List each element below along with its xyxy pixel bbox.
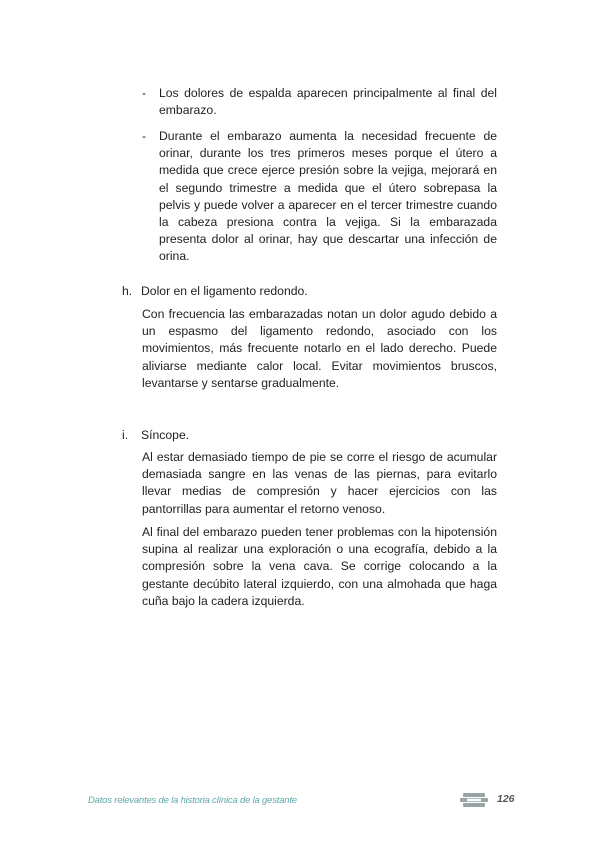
paragraph: Al final del embarazo pueden tener problemas con la hipotensión supina al realizar una exploración o una ecografía, debido a la compresión sobre la vena cava. Se corrige colocando a la gestante decúbito lateral izquierdo, con una almohada que haga cuña bajo la cadera izquierda. bbox=[142, 525, 497, 608]
footer-title: Datos relevantes de la historia clínica de la gestante bbox=[88, 795, 297, 806]
section-letter: i. bbox=[122, 428, 129, 442]
page-number: 126 bbox=[497, 793, 515, 805]
paragraph: Con frecuencia las embarazadas notan un dolor agudo debido a un espasmo del ligamento redondo, asociado con los movimientos, más frecuente notarlo en el lado derecho. Puede aliviarse mediante calor local. Evitar movimientos bruscos, levantarse y sentarse gradualmente. bbox=[142, 307, 497, 390]
section-heading-i bbox=[122, 427, 189, 444]
paragraph: Al estar demasiado tiempo de pie se corre el riesgo de acumular demasiada sangre en las venas de las piernas, para evitarlo llevar medias de compresión y hacer ejercicios con las pantorrillas para aumentar el retorno venoso. bbox=[142, 450, 497, 516]
document-stack-icon bbox=[459, 792, 489, 808]
section-letter: h. bbox=[122, 284, 133, 298]
bullet-text: Durante el embarazo aumenta la necesidad frecuente de orinar, durante los tres primeros meses porque el útero a medida que crece ejerce presión sobre la vejiga, mejorará en el segundo trimestre a medida que el útero sobrepasa la pelvis y puede volver a aparecer en el tercer trimestre cuando la cabeza presiona contra la vejiga. Si la embarazada presenta dolor al orinar, hay que descartar una infección de orina. bbox=[159, 129, 497, 264]
bullet-dash: - bbox=[142, 86, 147, 100]
section-title: Síncope. bbox=[141, 428, 190, 442]
bullet-dash: - bbox=[142, 129, 147, 143]
section-title: Dolor en el ligamento redondo. bbox=[141, 284, 308, 298]
bullet-text: Los dolores de espalda aparecen principalmente al final del embarazo. bbox=[159, 86, 497, 118]
section-heading-h bbox=[122, 283, 308, 300]
